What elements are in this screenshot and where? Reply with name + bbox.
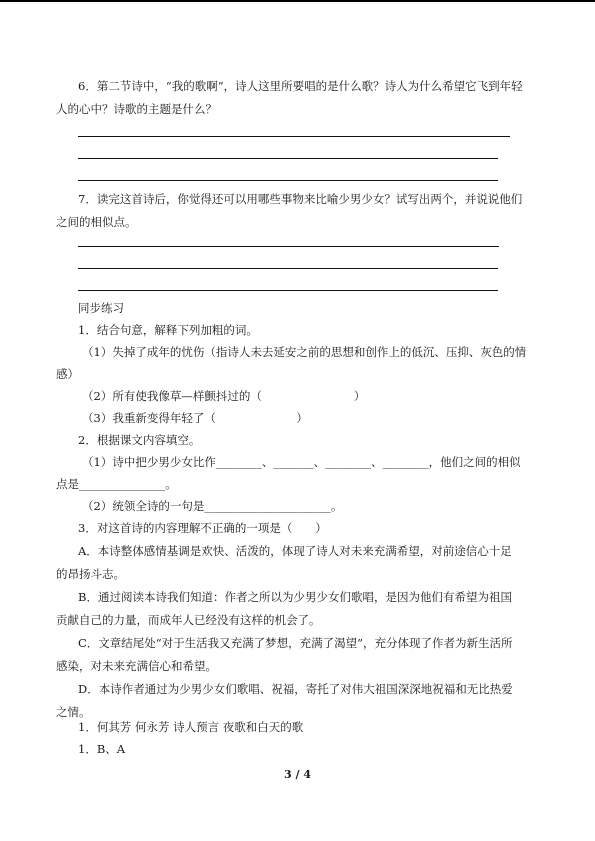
option-d-line-2: 之情。 — [56, 705, 91, 719]
exercise-1: 1．结合句意，解释下列加粗的词。 — [78, 323, 258, 337]
answer-line — [78, 136, 510, 137]
header-rule — [0, 0, 595, 2]
answer-2: 1．B、A — [78, 742, 126, 756]
answer-line — [78, 290, 498, 291]
exercise-2-2: （2）统领全诗的一句是______________________。 — [82, 499, 343, 513]
option-b-line-1: B．通过阅读本诗我们知道：作者之所以为少男少女们歌唱，是因为他们有希望为祖国 — [78, 590, 512, 604]
exercise-2-1-line-1: （1）诗中把少男少女比作________、_______、________、________，他们之间的相似 — [82, 455, 521, 469]
option-d-line-1: D．本诗作者通过为少男少女们歌唱、祝福，寄托了对伟大祖国深深地祝福和无比热爱 — [78, 682, 513, 696]
exercise-3: 3．对这首诗的内容理解不正确的一项是（ ） — [78, 521, 327, 535]
page-number: 3 / 4 — [284, 768, 311, 781]
question-7-line-2: 之间的相似点。 — [56, 215, 137, 229]
question-6-line-1: 6．第二节诗中，“我的歌啊”，诗人这里所要唱的是什么歌？诗人为什么希望它飞到年轻 — [78, 79, 523, 93]
answer-line — [78, 158, 498, 159]
exercise-1-1-line-1: （1）失掉了成年的忧伤（指诗人未去延安之前的思想和创作上的低沉、压抑、灰色的情 — [82, 345, 527, 359]
answer-1: 1．何其芳 何永芳 诗人预言 夜歌和白天的歌 — [78, 720, 304, 734]
question-6-line-2: 人的心中？诗歌的主题是什么？ — [56, 102, 217, 116]
answer-line — [78, 180, 498, 181]
exercise-2-1-line-2: 点是_______________。 — [56, 477, 177, 491]
exercise-1-2: （2）所有使我像草—样颤抖过的（ ） — [82, 389, 366, 403]
answer-line — [78, 268, 498, 269]
option-c-line-1: C．文章结尾处“对于生活我又充满了梦想，充满了渴望”，充分体现了作者为新生活所 — [78, 636, 513, 650]
option-a-line-1: A．本诗整体感情基调是欢快、活泼的，体现了诗人对未来充满希望，对前途信心十足 — [78, 544, 512, 558]
option-a-line-2: 的昂扬斗志。 — [56, 567, 125, 581]
option-b-line-2: 贡献自己的力量，而成年人已经没有这样的机会了。 — [56, 613, 321, 627]
exercise-2: 2．根据课文内容填空。 — [78, 433, 201, 447]
answer-line — [78, 246, 499, 247]
exercise-1-3: （3）我重新变得年轻了（ ） — [82, 411, 308, 425]
option-c-line-2: 感染，对未来充满信心和希望。 — [56, 659, 217, 673]
section-heading: 同步练习 — [78, 301, 124, 315]
question-7-line-1: 7．读完这首诗后，你觉得还可以用哪些事物来比喻少男少女？试写出两个，并说说他们 — [78, 192, 523, 206]
exercise-1-1-line-2: 感） — [56, 367, 79, 381]
